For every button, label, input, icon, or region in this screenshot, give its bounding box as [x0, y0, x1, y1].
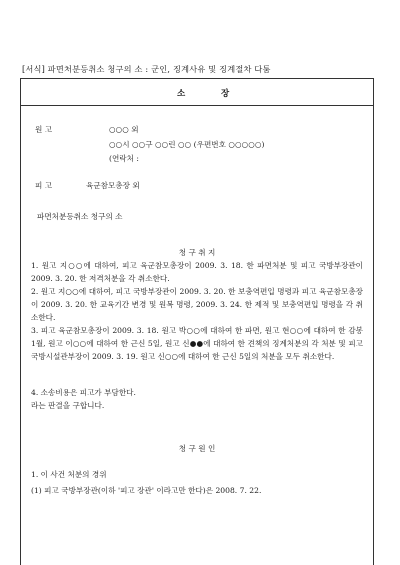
defendant-label: 피 고	[35, 181, 53, 190]
plaintiff-contact: (연락처 :	[109, 154, 139, 163]
plaintiff-name: ○○○ 외	[109, 125, 139, 134]
title-char-1: 소	[177, 89, 186, 99]
cause-heading: 청 구 원 인	[178, 444, 216, 453]
claim-item-4: 4. 소송비용은 피고가 부담한다.	[31, 388, 136, 397]
cause-section-1: 1. 이 사건 처분의 경위	[31, 470, 107, 479]
claim-item-3: 3. 피고 육군참모총장이 2009. 3. 18. 원고 박○○에 대하여 한 파면, 원고 현○○에 대하여 한 감봉 1월, 원고 이○○에 대하여 한 근신 5일, 원고 신●●에 대하여 한 견책의 징계처분의 각 처분 및 피고 국방시설관부장이 2009. 3. 19. 원고 신○○에 대하여 한 근신 5일의 처분을 모두 취소한다.	[31, 326, 363, 361]
title-row	[21, 79, 373, 106]
document-header: [서식] 파면처분등취소 청구의 소 : 군인, 징계사유 및 징계절차 다툼	[22, 64, 271, 74]
claim-item-2: 2. 원고 지○○에 대하여, 피고 국방부장관이 2009. 3. 20. 한 보충역편입 명령과 피고 육군참모총장이 2009. 3. 20. 한 교육기간 변경 및 원복 명령, 2009. 3. 24. 한 제적 및 보충역편입 명령을 각 취소한다.	[31, 287, 363, 322]
claim-item-1: 1. 원고 지○○에 대하여, 피고 육군참모총장이 2009. 3. 18. 한 파면처분 및 피고 국방부장관이 2009. 3. 20. 한 저격처분을 각 취소한다.	[31, 261, 363, 283]
claim-heading: 청 구 취 지	[178, 248, 216, 257]
case-name: 파면처분등취소 청구의 소	[37, 212, 123, 221]
title-char-2: 장	[221, 89, 230, 99]
plaintiff-label: 원 고	[35, 125, 53, 134]
defendant-name: 육군참모총장 외	[86, 181, 140, 190]
document-frame	[20, 78, 374, 565]
claim-closing: 라는 판결을 구합니다.	[31, 401, 105, 410]
plaintiff-address: ○○시 ○○구 ○○린 ○○ (우편번호 ○○○○○)	[109, 140, 265, 149]
cause-paragraph-1: (1) 피고 국방부장관(이하 '피고 장관' 이라고만 한다)은 2008. 7. 22.	[31, 486, 262, 495]
